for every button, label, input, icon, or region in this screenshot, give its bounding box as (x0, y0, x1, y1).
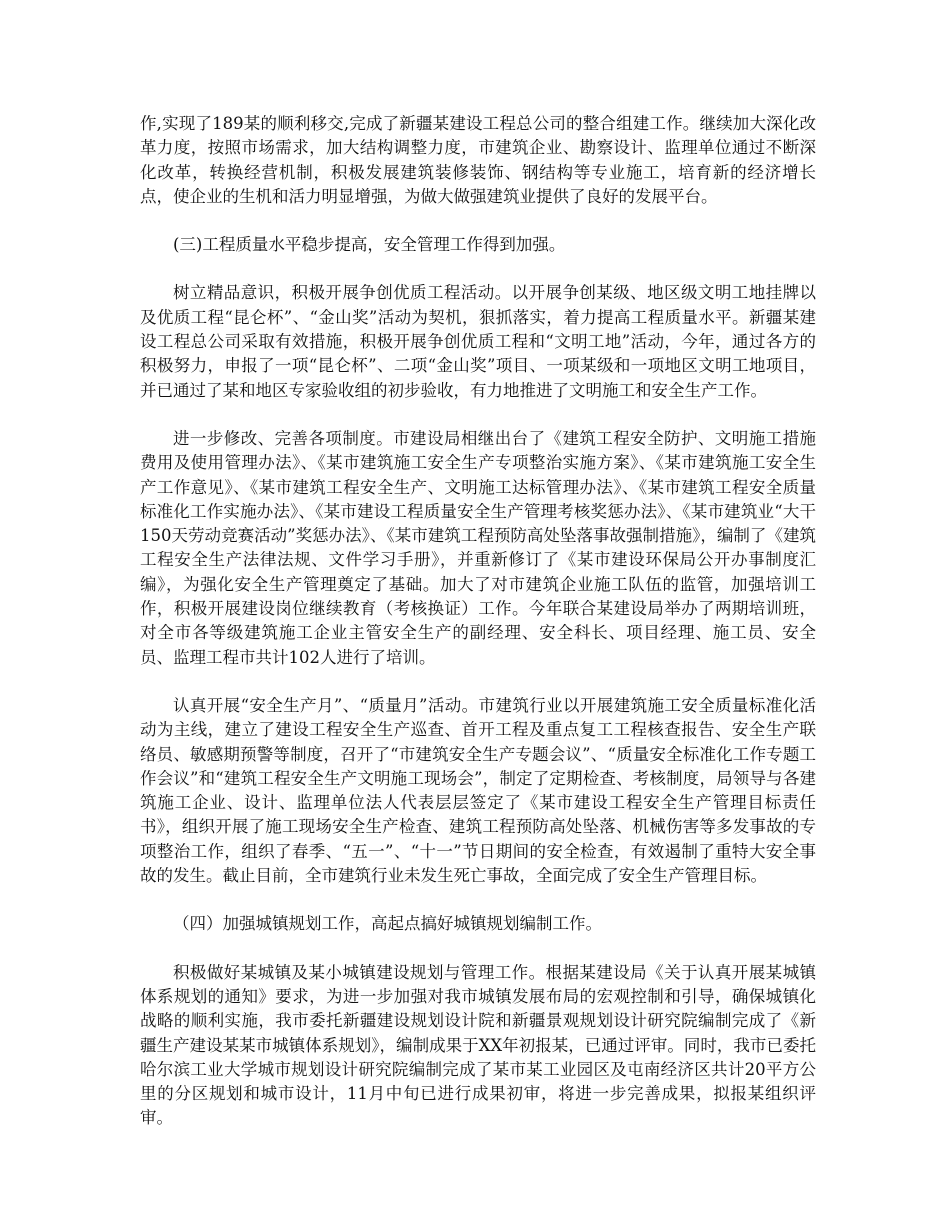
paragraph-reform: 作,实现了189某的顺利移交,完成了新疆某建设工程总公司的整合组建工作。继续加大深化改革力度，按照市场需求，加大结构调整力度，市建筑企业、勘察设计、监理单位通过不断深化改革，转换经营机制，积极发展建筑装修装饰、钢结构等专业施工，培育新的经济增长点，使企业的生机和活力明显增强，为做大做强建筑业提供了良好的发展平台。 (140, 114, 816, 206)
paragraph-planning-work: 积极做好某城镇及某小城镇建设规划与管理工作。根据某建设局《关于认真开展某城镇体系规划的通知》要求，为进一步加强对我市城镇发展布局的宏观控制和引导，确保城镇化战略的顺利实施，我市委托新疆建设规划设计院和新疆景观规划设计研究院编制完成了《新疆生产建设某某市城镇体系规划》，编制成果于XX年初报某，已通过评审。同时，我市已委托哈尔滨工业大学城市规划设计研究院编制完成了某市某工业园区及屯南经济区共计20平方公里的分区规划和城市设计，11月中旬已进行成果初审，将进一步完善成果，拟报某组织评审。 (140, 962, 816, 1128)
section-heading-quality-safety: (三)工程质量水平稳步提高，安全管理工作得到加强。 (173, 235, 566, 255)
paragraph-regulations: 进一步修改、完善各项制度。市建设局相继出台了《建筑工程安全防护、文明施工措施费用及使用管理办法》、《某市建筑施工安全生产专项整治实施方案》、《某市建筑施工安全生产工作意见》、《某市建筑工程安全生产、文明施工达标管理办法》、《某市建筑工程安全质量标准化工作实施办法》、《某市建设工程质量安全生产管理考核奖惩办法》、《某市建筑业“大干150天劳动竞赛活动”奖惩办法》、《某市建筑工程预防高处坠落事故强制措施》，编制了《建筑工程安全生产法律法规、文件学习手册》，并重新修订了《某市建设环保局公开办事制度汇编》，为强化安全生产管理奠定了基础。加大了对市建筑企业施工队伍的监管，加强培训工作，积极开展建设岗位继续教育（考核换证）工作。今年联合某建设局举办了两期培训班，对全市各等级建筑施工企业主管安全生产的副经理、安全科长、项目经理、施工员、安全员、监理工程市共计102人进行了培训。 (140, 428, 816, 667)
paragraph-quality-projects: 树立精品意识，积极开展争创优质工程活动。以开展争创某级、地区级文明工地挂牌以及优质工程“昆仑杯”、“金山奖”活动为契机，狠抓落实，着力提高工程质量水平。新疆某建设工程总公司采取有效措施，积极开展争创优质工程和“文明工地”活动，今年，通过各方的积极努力，申报了一项“昆仑杯”、二项“金山奖”项目、一项某级和一项地区文明工地项目，并已通过了某和地区专家验收组的初步验收，有力地推进了文明施工和安全生产工作。 (140, 283, 816, 400)
document-page (140, 112, 816, 1155)
paragraph-safety-month: 认真开展“安全生产月”、“质量月”活动。市建筑行业以开展建筑施工安全质量标准化活动为主线，建立了建设工程安全生产巡查、首开工程及重点复工工程核查报告、安全生产联络员、敏感期预警等制度，召开了“市建筑安全生产专题会议”、“质量安全标准化工作专题工作会议”和“建筑工程安全生产文明施工现场会”，制定了定期检查、考核制度，局领导与各建筑施工企业、设计、监理单位法人代表层层签定了《某市建设工程安全生产管理目标责任书》，组织开展了施工现场安全生产检查、建筑工程预防高处坠落、机械伤害等多发事故的专项整治工作，组织了春季、“五一”、“十一”节日期间的安全检查，有效遏制了重特大安全事故的发生。截止目前，全市建筑行业未发生死亡事故，全面完成了安全生产管理目标。 (140, 695, 816, 886)
section-heading-urban-planning: （四）加强城镇规划工作，高起点搞好城镇规划编制工作。 (173, 914, 602, 934)
